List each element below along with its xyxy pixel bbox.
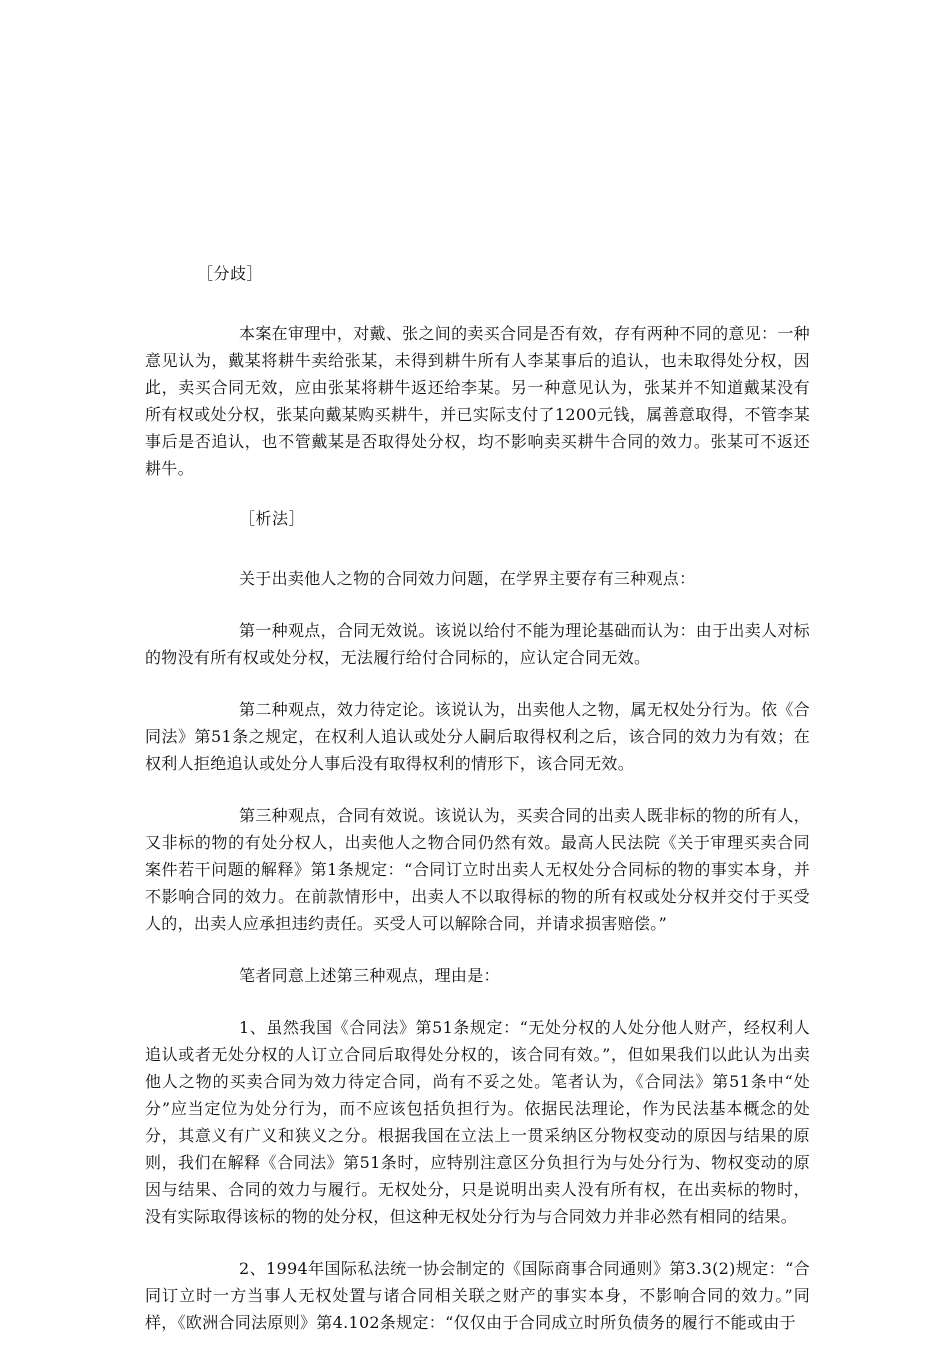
document-body — [145, 262, 810, 1360]
heading-analysis: ［析法］ — [239, 509, 306, 528]
paragraph-case: 本案在审理中，对戴、张之间的卖买合同是否有效，存有两种不同的意见：一种意见认为，戴某将耕牛卖给张某，未得到耕牛所有人李某事后的追认，也未取得处分权，因此，卖买合同无效，应由张某将耕牛返还给李某。另一种意见认为，张某并不知道戴某没有所有权或处分权，张某向戴某购买耕牛，并已实际支付了1200元钱，属善意取得，不管李某事后是否追认，也不管戴某是否取得处分权，均不影响卖买耕牛合同的效力。张某可不返还耕牛。 — [145, 324, 810, 478]
paragraph-reason-2: 2、1994年国际私法统一协会制定的《国际商事合同通则》第3.3(2)规定：“合同订立时一方当事人无权处置与诸合同相关联之财产的事实本身，不影响合同的效力。”同样，《欧洲合同法原则》第4.102条规定：“仅仅由于合同成立时所负债务的履行不能或由于 — [145, 1259, 810, 1332]
paragraph-view-1: 第一种观点，合同无效说。该说以给付不能为理论基础而认为：由于出卖人对标的物没有所有权或处分权，无法履行给付合同标的，应认定合同无效。 — [145, 621, 810, 667]
paragraph-view-2: 第二种观点，效力待定论。该说认为，出卖他人之物，属无权处分行为。依《合同法》第51条之规定，在权利人追认或处分人嗣后取得权利之后，该合同的效力为有效；在权利人拒绝追认或处分人事后没有取得权利的情形下，该合同无效。 — [145, 700, 810, 773]
heading-divergence: ［分歧］ — [197, 264, 264, 283]
paragraph-view-3: 第三种观点，合同有效说。该说认为，买卖合同的出卖人既非标的物的所有人，又非标的物的有处分权人，出卖他人之物合同仍然有效。最高人民法院《关于审理买卖合同案件若干问题的解释》第1条规定：“合同订立时出卖人无权处分合同标的物的事实本身，并不影响合同的效力。在前款情形中，出卖人不以取得标的物的所有权或处分权并交付于买受人的，出卖人应承担违约责任。买受人可以解除合同，并请求损害赔偿。” — [145, 806, 810, 933]
paragraph-reason-1: 1、虽然我国《合同法》第51条规定：“无处分权的人处分他人财产，经权利人追认或者无处分权的人订立合同后取得处分权的，该合同有效。”，但如果我们以此认为出卖他人之物的买卖合同为效力待定合同，尚有不妥之处。笔者认为，《合同法》第51条中“处分”应当定位为处分行为，而不应该包括负担行为。依据民法理论，作为民法基本概念的处分，其意义有广义和狭义之分。根据我国在立法上一贯采纳区分物权变动的原因与结果的原则，我们在解释《合同法》第51条时，应特别注意区分负担行为与处分行为、物权变动的原因与结果、合同的效力与履行。无权处分，只是说明出卖人没有所有权，在出卖标的物时，没有实际取得该标的物的处分权，但这种无权处分行为与合同效力并非必然有相同的结果。 — [145, 1018, 810, 1226]
paragraph-agree: 笔者同意上述第三种观点，理由是： — [239, 966, 500, 985]
paragraph-intro: 关于出卖他人之物的合同效力问题，在学界主要存有三种观点： — [239, 569, 696, 588]
